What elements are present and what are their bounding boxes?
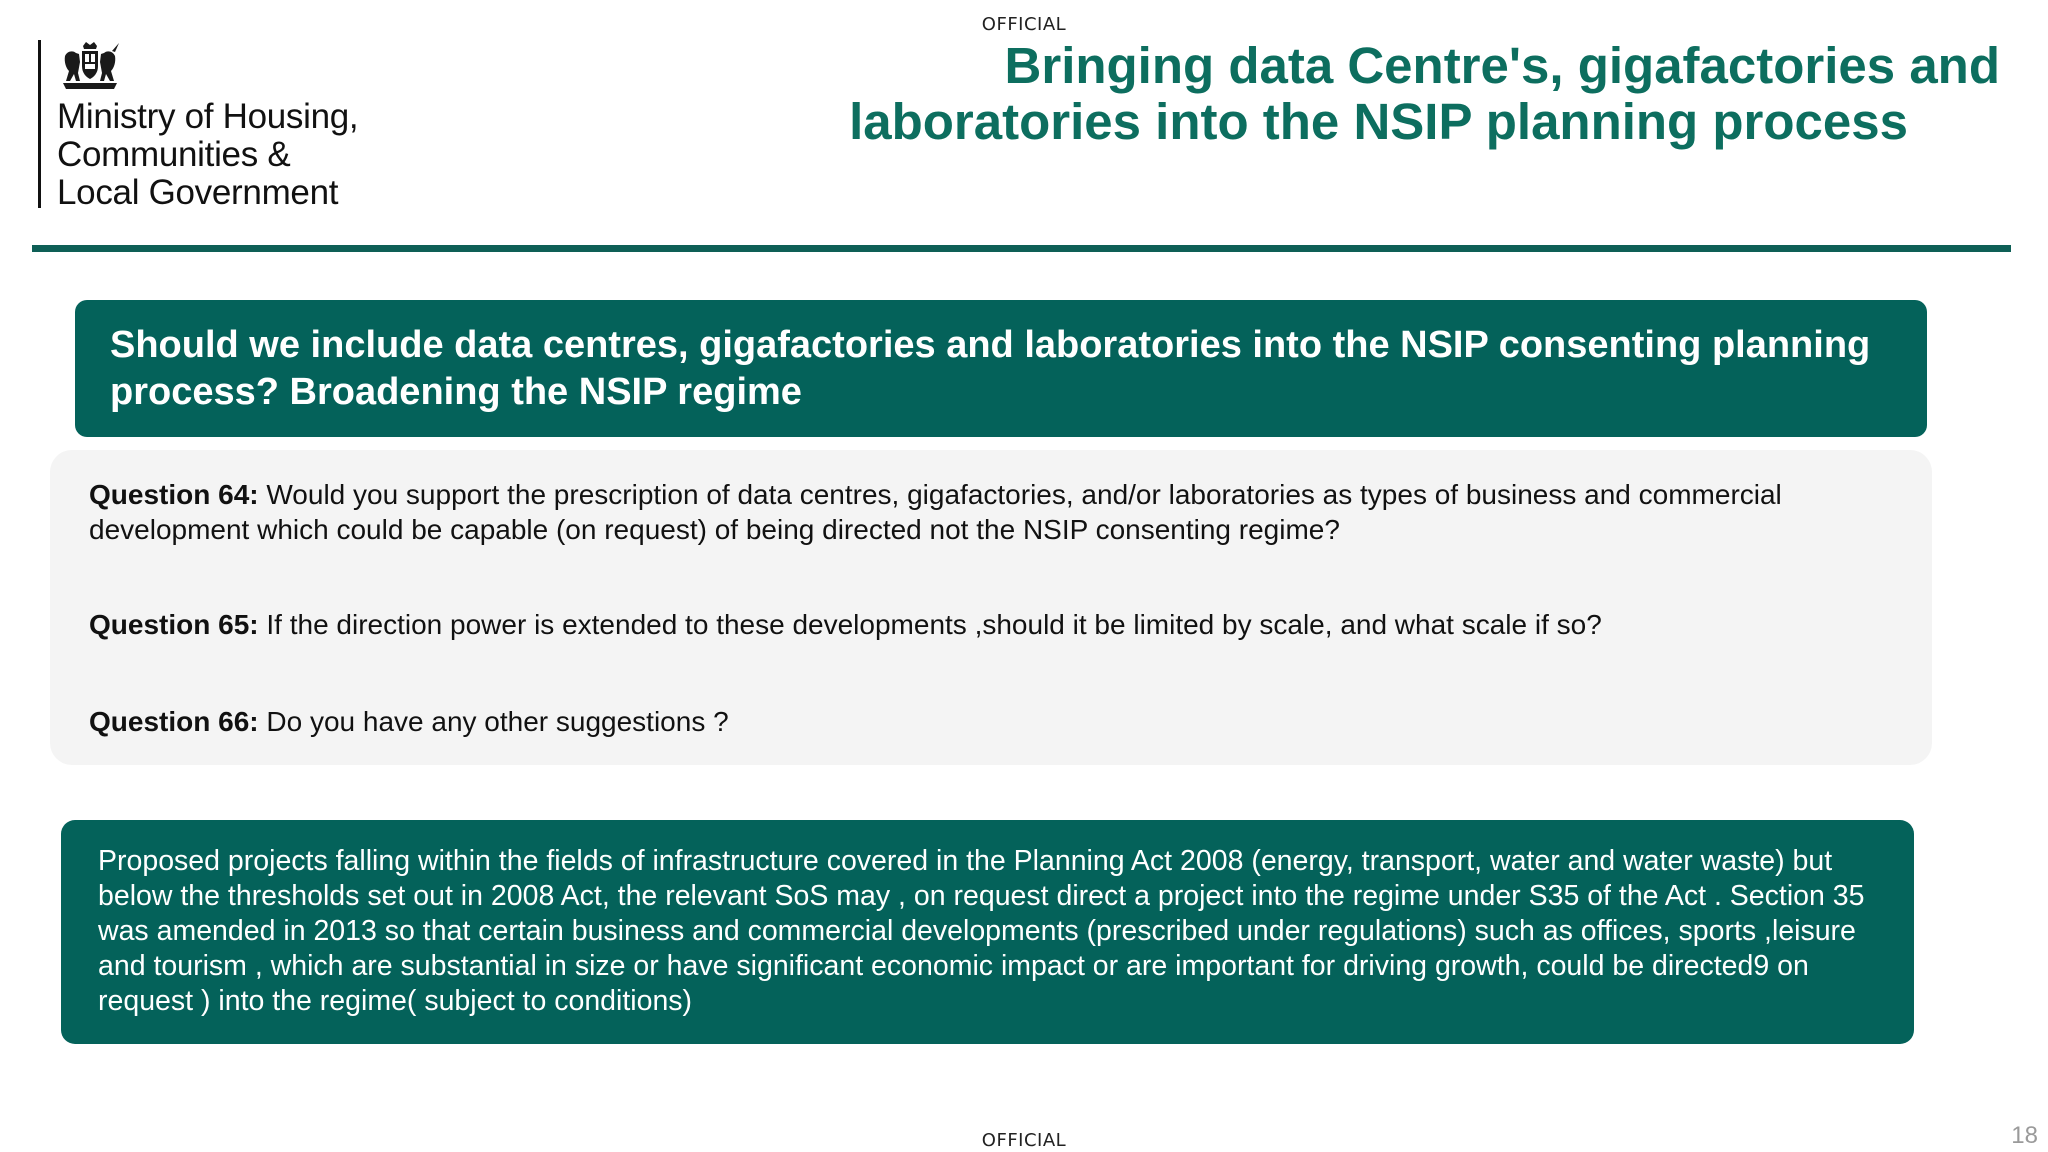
department-logo bbox=[38, 40, 359, 212]
slide-title-line-1: Bringing data Centre's, gigafactories and bbox=[1004, 37, 2000, 94]
question-64 bbox=[89, 477, 1889, 547]
question-64-label: Question 64: bbox=[89, 479, 259, 510]
question-66-label: Question 66: bbox=[89, 706, 259, 737]
question-65-label: Question 65: bbox=[89, 609, 259, 640]
question-66 bbox=[89, 704, 1889, 739]
questions-panel bbox=[50, 450, 1932, 765]
department-name-line-3: Local Government bbox=[57, 173, 339, 212]
department-name-line-2: Communities & bbox=[57, 135, 291, 174]
slide-title bbox=[700, 38, 2000, 150]
section-heading-text: Should we include data centres, gigafactories and laboratories into the NSIP consenting planning process? Broadening the NSIP regime bbox=[110, 324, 1871, 413]
section-heading-box bbox=[75, 300, 1927, 437]
classification-marking-bottom: OFFICIAL bbox=[981, 1130, 1067, 1151]
context-text: Proposed projects falling within the fields of infrastructure covered in the Planning Act 2008 (energy, transport, water and water waste) but below the thresholds set out in 2008 Act, the relevant SoS may , on request direct a project into the regime under S35 of the Act . Section 35 was amended in 2013 so that certain business and commercial developments (prescribed under regulations) such as offices, sports ,leisure and tourism , which are substantial in size or have significant economic impact or are important for driving growth, could be directed9 on request ) into the regime( subject to conditions) bbox=[98, 845, 1865, 1017]
context-box bbox=[61, 820, 1914, 1044]
question-66-text: Do you have any other suggestions ? bbox=[258, 706, 729, 737]
classification-marking-top: OFFICIAL bbox=[981, 14, 1067, 35]
department-name bbox=[57, 98, 417, 212]
header-divider bbox=[32, 245, 2011, 252]
question-65 bbox=[89, 607, 1889, 642]
question-65-text: If the direction power is extended to these developments ,should it be limited by scale, and what scale if so? bbox=[258, 609, 1602, 640]
royal-coat-of-arms-icon bbox=[57, 40, 123, 94]
department-name-line-1: Ministry of Housing, bbox=[57, 97, 359, 136]
question-64-text: Would you support the prescription of data centres, gigafactories, and/or laboratories as types of business and commercial development which could be capable (on request) of being directed not the NSIP consenting regime? bbox=[89, 479, 1782, 545]
slide-title-line-2: laboratories into the NSIP planning process bbox=[849, 93, 1908, 150]
page-number: 18 bbox=[2011, 1122, 2038, 1149]
